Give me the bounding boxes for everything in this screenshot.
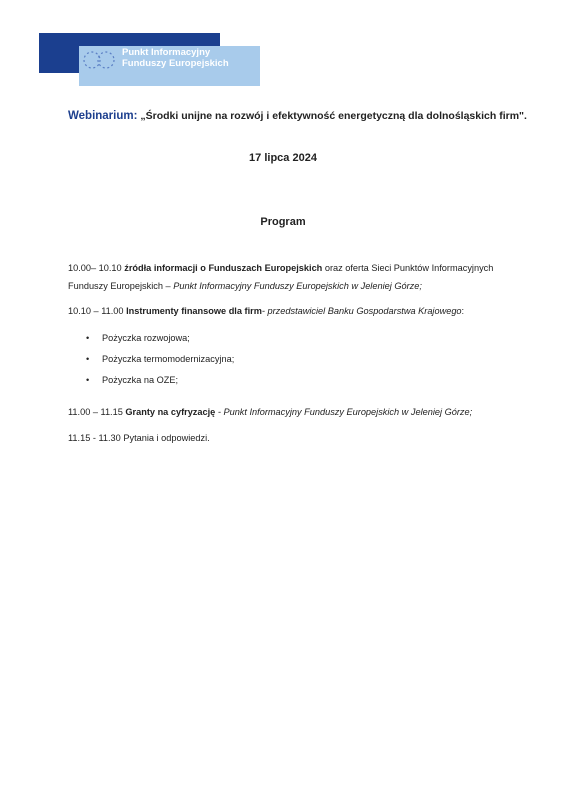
webinar-label: Webinarium: (68, 110, 138, 122)
agenda-time: 11.00 – 11.15 (68, 407, 123, 417)
logo (39, 33, 260, 86)
agenda-time: 10.10 – 11.00 (68, 306, 124, 316)
agenda-item-2 (68, 302, 464, 320)
webinar-title (68, 110, 527, 122)
agenda-text: oraz oferta Sieci Punktów Informacyjnych (322, 263, 494, 273)
agenda-item-4 (68, 429, 210, 447)
agenda-topic: Instrumenty finansowe dla firm (126, 306, 262, 316)
agenda-time: 11.15 - 11.30 (68, 433, 121, 443)
list-item: • Pożyczka na OZE; (86, 373, 234, 394)
agenda-item-1-line-2 (68, 277, 493, 295)
agenda-item-1-line-1 (68, 259, 493, 277)
agenda-topic: źródła informacji o Funduszach Europejskich (124, 263, 323, 273)
loan-list (86, 331, 234, 394)
program-heading: Program (260, 216, 306, 228)
logo-line-2: Funduszy Europejskich (122, 58, 229, 69)
agenda-item-3 (68, 403, 472, 421)
agenda-text: Pytania i odpowiedzi. (123, 433, 210, 443)
event-date: 17 lipca 2024 (249, 152, 317, 164)
list-item: • Pożyczka rozwojowa; (86, 331, 234, 352)
agenda-text: Funduszy Europejskich – (68, 281, 174, 291)
agenda-suffix: : (461, 306, 465, 316)
eu-stars-logo-icon (80, 47, 120, 73)
logo-text (122, 47, 229, 69)
logo-line-1: Punkt Informacyjny (122, 47, 211, 58)
agenda-presenter: - przedstawiciel Banku Gospodarstwa Krajowego (261, 306, 462, 316)
agenda-item-1 (68, 259, 493, 295)
webinar-title-text: „Środki unijne na rozwój i efektywność energetyczną dla dolnośląskich firm". (140, 110, 527, 122)
list-item: • Pożyczka termomodernizacyjna; (86, 352, 234, 373)
agenda-topic: Granty na cyfryzację (125, 407, 216, 417)
agenda-presenter: - Punkt Informacyjny Funduszy Europejskich w Jeleniej Górze; (215, 407, 473, 417)
agenda-presenter: Punkt Informacyjny Funduszy Europejskich w Jeleniej Górze; (173, 281, 422, 291)
agenda-time: 10.00– 10.10 (68, 263, 122, 273)
